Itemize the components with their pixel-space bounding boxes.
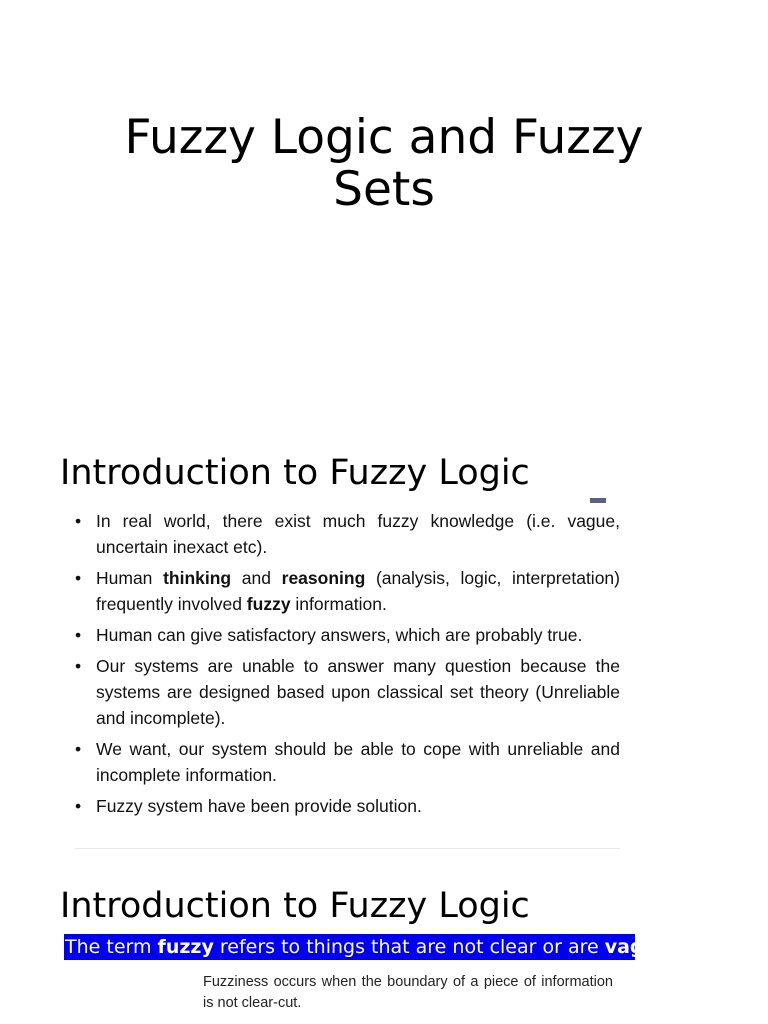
bullet-bold-term: thinking xyxy=(163,568,232,588)
bullet-item xyxy=(75,793,620,819)
bullet-text: (analysis, logic, interpretation) frequently involved xyxy=(96,568,620,614)
title-line-2: Sets xyxy=(333,162,435,217)
bullet-bold-term: reasoning xyxy=(281,568,366,588)
highlight-bold-term: vague xyxy=(604,936,670,958)
bullet-item xyxy=(75,565,620,617)
highlight-text: refers to things that are not clear or are xyxy=(213,936,605,958)
highlight-text: . xyxy=(669,936,676,958)
highlighted-sentence xyxy=(64,934,676,960)
bullet-item xyxy=(75,508,620,560)
section-heading-intro: Introduction to Fuzzy Logic xyxy=(60,453,530,493)
bullet-item xyxy=(75,653,620,731)
bullet-text: In real world, there exist much fuzzy knowledge (i.e. vague, uncertain inexact etc). xyxy=(96,511,620,557)
bullet-text: Human xyxy=(96,568,164,588)
bullet-bold-term: fuzzy xyxy=(246,594,291,614)
bullet-text: Human can give satisfactory answers, which are probably true. xyxy=(96,625,583,645)
bullet-text: We want, our system should be able to cope with unreliable and incomplete information. xyxy=(96,739,620,785)
slide-accent-mark xyxy=(590,498,606,503)
bullet-item xyxy=(75,736,620,788)
bullet-text: information. xyxy=(290,594,387,614)
title-line-1: Fuzzy Logic and Fuzzy xyxy=(124,110,644,165)
definition-quote: Fuzziness occurs when the boundary of a piece of information is not clear-cut. xyxy=(203,974,613,1011)
highlight-text: The term xyxy=(65,936,158,958)
bullet-item xyxy=(75,622,620,648)
bullet-list xyxy=(75,508,620,849)
highlight-bold-term: fuzzy xyxy=(157,936,214,958)
bullet-text: and xyxy=(231,568,282,588)
page-title xyxy=(0,112,768,216)
section-heading-intro-2: Introduction to Fuzzy Logic xyxy=(60,886,530,926)
bullet-text: Our systems are unable to answer many question because the systems are designed based upon classical set theory (Unreliable and incomplete). xyxy=(96,656,620,728)
bullet-text: Fuzzy system have been provide solution. xyxy=(96,796,422,816)
cut-off-text-line xyxy=(62,1016,712,1024)
